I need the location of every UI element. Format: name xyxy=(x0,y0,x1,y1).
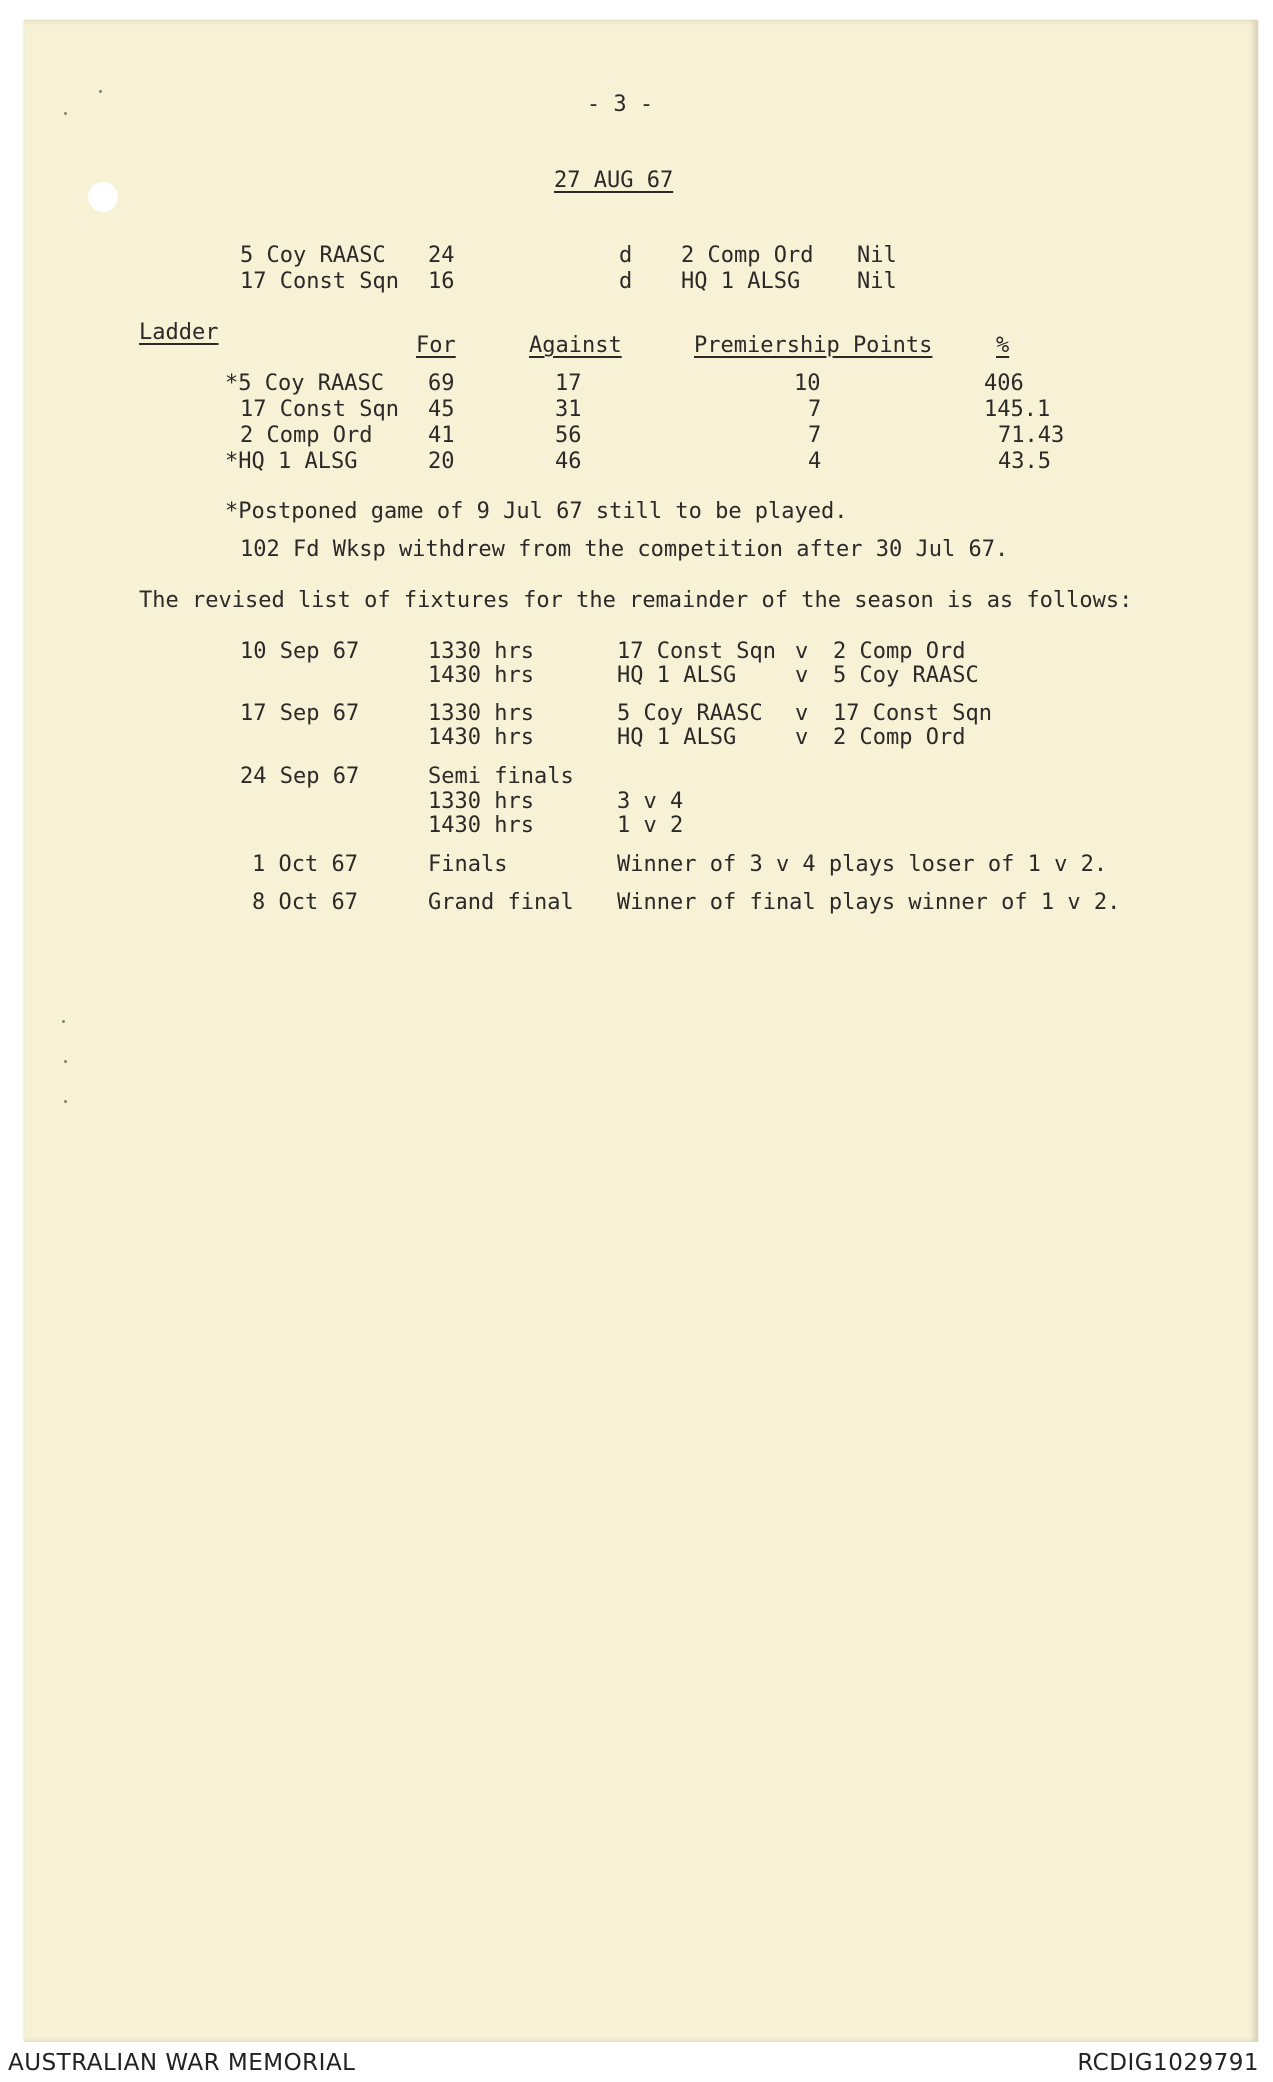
semis-time: 1330 hrs xyxy=(428,789,534,814)
ladder-points: 4 xyxy=(808,449,822,474)
paper-speck xyxy=(64,112,67,115)
ladder-for: 20 xyxy=(428,449,455,474)
ladder-against: 56 xyxy=(555,423,582,448)
result-team2: HQ 1 ALSG xyxy=(681,269,801,294)
archive-footer xyxy=(0,2042,1273,2082)
paper-speck xyxy=(99,90,102,93)
result-score2: Nil xyxy=(857,243,897,268)
fixture-team-b: 5 Coy RAASC xyxy=(833,663,979,688)
result-team2: 2 Comp Ord xyxy=(681,243,814,268)
ladder-percent: 43.5 xyxy=(998,449,1051,474)
footer-institution: AUSTRALIAN WAR MEMORIAL xyxy=(8,2050,356,2076)
ladder-team: 17 Const Sqn xyxy=(240,397,399,422)
page-number: - 3 - xyxy=(586,92,654,117)
fixture-team-b: 2 Comp Ord xyxy=(833,639,966,664)
paper-speck xyxy=(64,1060,67,1063)
ladder-for: 69 xyxy=(428,371,455,396)
ladder-points: 7 xyxy=(808,423,822,448)
ladder-team: *5 Coy RAASC xyxy=(225,371,384,396)
fixture-team-a: 5 Coy RAASC xyxy=(617,701,763,726)
result-outcome: d xyxy=(619,269,633,294)
fixture-team-a: 17 Const Sqn xyxy=(617,639,776,664)
semis-label: Semi finals xyxy=(428,764,574,789)
punch-hole xyxy=(88,182,118,212)
fixture-date: 10 Sep 67 xyxy=(240,639,360,664)
ladder-points: 10 xyxy=(794,371,821,396)
footer-catalogue-id: RCDIG1029791 xyxy=(1077,2050,1259,2076)
semis-date: 24 Sep 67 xyxy=(240,764,360,789)
ladder-against: 46 xyxy=(555,449,582,474)
ladder-percent: 71.43 xyxy=(998,423,1065,448)
fixture-team-b: 2 Comp Ord xyxy=(833,725,966,750)
fixture-time: 1330 hrs xyxy=(428,639,534,664)
ladder-points: 7 xyxy=(808,397,822,422)
fixture-team-a: HQ 1 ALSG xyxy=(617,663,737,688)
semis-time: 1430 hrs xyxy=(428,813,534,838)
grand-final-description: Winner of final plays winner of 1 v 2. xyxy=(617,890,1121,915)
ladder-for: 41 xyxy=(428,423,455,448)
finals-label: Finals xyxy=(428,852,508,877)
fixture-team-b: 17 Const Sqn xyxy=(833,701,992,726)
note-withdrawal: 102 Fd Wksp withdrew from the competition after 30 Jul 67. xyxy=(240,537,1009,562)
result-team1: 17 Const Sqn xyxy=(240,269,399,294)
result-outcome: d xyxy=(619,243,633,268)
fixture-versus: v xyxy=(795,701,809,726)
ladder-for: 45 xyxy=(428,397,455,422)
result-team1: 5 Coy RAASC xyxy=(240,243,386,268)
ladder-header-points: Premiership Points xyxy=(694,333,933,358)
fixture-versus: v xyxy=(795,639,809,664)
fixture-versus: v xyxy=(795,725,809,750)
fixture-versus: v xyxy=(795,663,809,688)
date-heading: 27 AUG 67 xyxy=(554,168,674,193)
paper-speck xyxy=(64,1100,67,1103)
ladder-header-percent: % xyxy=(996,333,1010,358)
ladder-header-for: For xyxy=(416,333,456,358)
fixture-date: 17 Sep 67 xyxy=(240,701,360,726)
fixture-time: 1430 hrs xyxy=(428,725,534,750)
semis-match: 1 v 2 xyxy=(617,813,684,838)
ladder-header-against: Against xyxy=(529,333,622,358)
ladder-title: Ladder xyxy=(139,320,219,345)
ladder-team: 2 Comp Ord xyxy=(240,423,373,448)
fixture-time: 1330 hrs xyxy=(428,701,534,726)
semis-match: 3 v 4 xyxy=(617,789,684,814)
ladder-team: *HQ 1 ALSG xyxy=(225,449,358,474)
ladder-against: 17 xyxy=(555,371,582,396)
fixture-team-a: HQ 1 ALSG xyxy=(617,725,737,750)
fixtures-intro: The revised list of fixtures for the remainder of the season is as follows: xyxy=(139,588,1133,613)
finals-description: Winner of 3 v 4 plays loser of 1 v 2. xyxy=(617,852,1108,877)
ladder-against: 31 xyxy=(555,397,582,422)
grand-final-date: 8 Oct 67 xyxy=(252,890,358,915)
note-postponed: *Postponed game of 9 Jul 67 still to be played. xyxy=(225,499,848,524)
paper-speck xyxy=(62,1020,65,1023)
ladder-percent: 145.1 xyxy=(984,397,1051,422)
finals-date: 1 Oct 67 xyxy=(252,852,358,877)
grand-final-label: Grand final xyxy=(428,890,574,915)
result-score1: 16 xyxy=(428,269,455,294)
ladder-percent: 406 xyxy=(984,371,1024,396)
result-score2: Nil xyxy=(857,269,897,294)
fixture-time: 1430 hrs xyxy=(428,663,534,688)
result-score1: 24 xyxy=(428,243,455,268)
